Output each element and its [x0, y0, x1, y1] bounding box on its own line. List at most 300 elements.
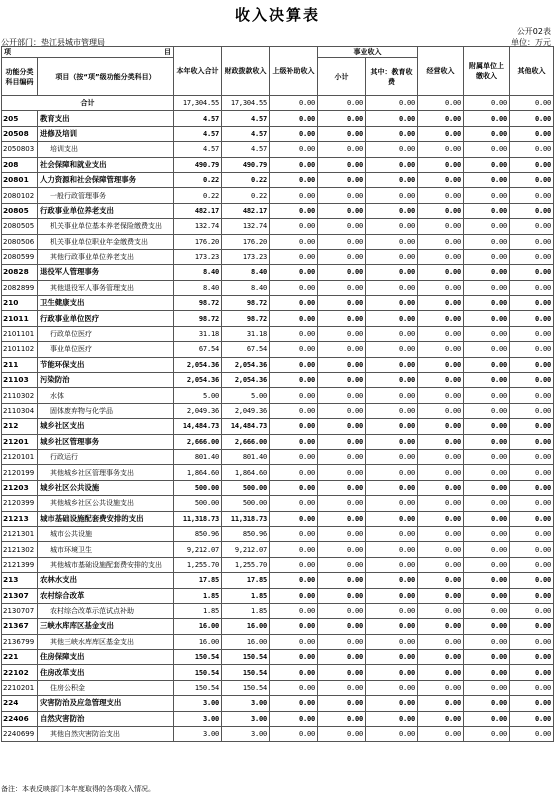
- cell-sup: 0.00: [270, 357, 318, 372]
- cell-sub: 0.00: [318, 219, 366, 234]
- unit-label: 单位：万元: [511, 38, 551, 47]
- cell-edu: 0.00: [366, 680, 418, 695]
- row-name: 机关事业单位基本养老保险缴费支出: [38, 219, 174, 234]
- cell-edu: 0.00: [366, 403, 418, 418]
- cell-fiscal: 150.54: [222, 680, 270, 695]
- cell-aff: 0.00: [464, 449, 510, 464]
- table-row: [2, 296, 554, 311]
- row-name: 水体: [38, 388, 174, 403]
- cell-edu: 0.00: [366, 511, 418, 526]
- cell-total: 150.54: [174, 665, 222, 680]
- cell-op: 0.00: [418, 680, 464, 695]
- cell-total: 8.40: [174, 280, 222, 295]
- cell-edu: 0.00: [366, 357, 418, 372]
- table-row: [2, 434, 554, 449]
- row-code: 2080599: [2, 249, 38, 264]
- cell-edu: 0.00: [366, 603, 418, 618]
- table-row: [2, 619, 554, 634]
- cell-oth: 0.00: [510, 434, 554, 449]
- footnote: 备注：本表反映部门本年度取得的各项收入情况。: [1, 785, 155, 793]
- row-code: 2240699: [2, 727, 38, 742]
- cell-aff: 0.00: [464, 619, 510, 634]
- cell-op: 0.00: [418, 111, 464, 126]
- cell-op: 0.00: [418, 311, 464, 326]
- cell-sup: 0.00: [270, 96, 318, 111]
- cell-edu: 0.00: [366, 480, 418, 495]
- cell-op: 0.00: [418, 296, 464, 311]
- cell-sub: 0.00: [318, 526, 366, 541]
- cell-sub: 0.00: [318, 142, 366, 157]
- cell-fiscal: 801.40: [222, 449, 270, 464]
- cell-op: 0.00: [418, 696, 464, 711]
- cell-total: 98.72: [174, 296, 222, 311]
- cell-aff: 0.00: [464, 665, 510, 680]
- cell-sup: 0.00: [270, 326, 318, 341]
- cell-sub: 0.00: [318, 434, 366, 449]
- cell-oth: 0.00: [510, 326, 554, 341]
- cell-sup: 0.00: [270, 203, 318, 218]
- cell-sup: 0.00: [270, 157, 318, 172]
- cell-edu: 0.00: [366, 650, 418, 665]
- cell-op: 0.00: [418, 542, 464, 557]
- cell-aff: 0.00: [464, 419, 510, 434]
- cell-edu: 0.00: [366, 696, 418, 711]
- row-name: 城市公共设施: [38, 526, 174, 541]
- cell-op: 0.00: [418, 172, 464, 187]
- table-row: [2, 172, 554, 187]
- cell-total: 3.00: [174, 711, 222, 726]
- row-code: 21307: [2, 588, 38, 603]
- cell-sub: 0.00: [318, 111, 366, 126]
- table-row: [2, 680, 554, 695]
- cell-total: 490.79: [174, 157, 222, 172]
- cell-sup: 0.00: [270, 373, 318, 388]
- cell-oth: 0.00: [510, 526, 554, 541]
- cell-sup: 0.00: [270, 557, 318, 572]
- row-name: 城乡社区公共设施: [38, 480, 174, 495]
- cell-fiscal: 3.00: [222, 727, 270, 742]
- cell-fiscal: 14,484.73: [222, 419, 270, 434]
- cell-fiscal: 17.85: [222, 573, 270, 588]
- cell-total: 1,255.70: [174, 557, 222, 572]
- cell-aff: 0.00: [464, 142, 510, 157]
- row-code: 221: [2, 650, 38, 665]
- cell-op: 0.00: [418, 357, 464, 372]
- row-code: 224: [2, 696, 38, 711]
- cell-fiscal: 11,318.73: [222, 511, 270, 526]
- cell-oth: 0.00: [510, 727, 554, 742]
- table-row: [2, 650, 554, 665]
- cell-total: 8.40: [174, 265, 222, 280]
- row-name: 行政单位医疗: [38, 326, 174, 341]
- table-row: [2, 280, 554, 295]
- cell-edu: 0.00: [366, 249, 418, 264]
- row-name: 城市环境卫生: [38, 542, 174, 557]
- row-code: 20508: [2, 126, 38, 141]
- row-code: 205: [2, 111, 38, 126]
- cell-sub: 0.00: [318, 588, 366, 603]
- row-name: 人力资源和社会保障管理事务: [38, 172, 174, 187]
- cell-aff: 0.00: [464, 265, 510, 280]
- cell-edu: 0.00: [366, 727, 418, 742]
- cell-op: 0.00: [418, 619, 464, 634]
- cell-total: 17.85: [174, 573, 222, 588]
- cell-fiscal: 2,054.36: [222, 357, 270, 372]
- cell-aff: 0.00: [464, 280, 510, 295]
- cell-sub: 0.00: [318, 496, 366, 511]
- cell-sup: 0.00: [270, 280, 318, 295]
- cell-oth: 0.00: [510, 696, 554, 711]
- row-name: 行政运行: [38, 449, 174, 464]
- cell-total: 2,666.00: [174, 434, 222, 449]
- cell-edu: 0.00: [366, 265, 418, 280]
- cell-fiscal: 67.54: [222, 342, 270, 357]
- cell-total: 11,318.73: [174, 511, 222, 526]
- cell-oth: 0.00: [510, 557, 554, 572]
- row-name: 城市基础设施配套费安排的支出: [38, 511, 174, 526]
- header-fiscal: 财政拨款收入: [222, 47, 270, 96]
- cell-total: 850.96: [174, 526, 222, 541]
- cell-sub: 0.00: [318, 280, 366, 295]
- cell-sup: 0.00: [270, 249, 318, 264]
- cell-sup: 0.00: [270, 142, 318, 157]
- cell-edu: 0.00: [366, 573, 418, 588]
- row-code: 21203: [2, 480, 38, 495]
- cell-fiscal: 3.00: [222, 696, 270, 711]
- row-name: 其他三峡水库库区基金支出: [38, 634, 174, 649]
- cell-op: 0.00: [418, 203, 464, 218]
- cell-sub: 0.00: [318, 665, 366, 680]
- cell-oth: 0.00: [510, 203, 554, 218]
- cell-sup: 0.00: [270, 711, 318, 726]
- row-code: 2121302: [2, 542, 38, 557]
- cell-sup: 0.00: [270, 526, 318, 541]
- row-code: 21213: [2, 511, 38, 526]
- table-row: [2, 249, 554, 264]
- cell-sup: 0.00: [270, 496, 318, 511]
- cell-total: 500.00: [174, 496, 222, 511]
- cell-aff: 0.00: [464, 96, 510, 111]
- cell-oth: 0.00: [510, 619, 554, 634]
- cell-aff: 0.00: [464, 603, 510, 618]
- cell-fiscal: 4.57: [222, 126, 270, 141]
- cell-oth: 0.00: [510, 665, 554, 680]
- cell-sub: 0.00: [318, 157, 366, 172]
- cell-oth: 0.00: [510, 96, 554, 111]
- cell-sub: 0.00: [318, 265, 366, 280]
- cell-sub: 0.00: [318, 234, 366, 249]
- cell-sup: 0.00: [270, 419, 318, 434]
- row-code: 22102: [2, 665, 38, 680]
- cell-total: 4.57: [174, 142, 222, 157]
- cell-sup: 0.00: [270, 696, 318, 711]
- table-row: [2, 496, 554, 511]
- cell-total: 17,304.55: [174, 96, 222, 111]
- header-superior: 上级补助收入: [270, 47, 318, 96]
- cell-fiscal: 98.72: [222, 296, 270, 311]
- cell-sup: 0.00: [270, 434, 318, 449]
- cell-op: 0.00: [418, 265, 464, 280]
- cell-fiscal: 17,304.55: [222, 96, 270, 111]
- cell-oth: 0.00: [510, 342, 554, 357]
- header-item2-label: 目: [164, 47, 171, 56]
- cell-sub: 0.00: [318, 126, 366, 141]
- header-business-group: 事业收入: [318, 47, 418, 58]
- row-name: 固体废弃物与化学品: [38, 403, 174, 418]
- row-code: 21367: [2, 619, 38, 634]
- row-code: 2120101: [2, 449, 38, 464]
- cell-oth: 0.00: [510, 265, 554, 280]
- cell-sub: 0.00: [318, 634, 366, 649]
- row-name: 其他城市基础设施配套费安排的支出: [38, 557, 174, 572]
- cell-oth: 0.00: [510, 249, 554, 264]
- cell-sub: 0.00: [318, 311, 366, 326]
- cell-op: 0.00: [418, 711, 464, 726]
- cell-oth: 0.00: [510, 234, 554, 249]
- row-code: 21103: [2, 373, 38, 388]
- table-row: [2, 219, 554, 234]
- cell-edu: 0.00: [366, 172, 418, 187]
- cell-sup: 0.00: [270, 342, 318, 357]
- cell-fiscal: 4.57: [222, 142, 270, 157]
- cell-sup: 0.00: [270, 665, 318, 680]
- header-subtotal: 小计: [318, 58, 366, 96]
- cell-sup: 0.00: [270, 172, 318, 187]
- row-code: 2120199: [2, 465, 38, 480]
- cell-edu: 0.00: [366, 388, 418, 403]
- row-name: 其他城乡社区管理事务支出: [38, 465, 174, 480]
- row-code: 2080505: [2, 219, 38, 234]
- cell-aff: 0.00: [464, 203, 510, 218]
- cell-total: 2,049.36: [174, 403, 222, 418]
- cell-edu: 0.00: [366, 203, 418, 218]
- cell-total: 4.57: [174, 126, 222, 141]
- cell-sup: 0.00: [270, 388, 318, 403]
- cell-sup: 0.00: [270, 126, 318, 141]
- cell-op: 0.00: [418, 373, 464, 388]
- cell-aff: 0.00: [464, 219, 510, 234]
- row-code: 213: [2, 573, 38, 588]
- cell-aff: 0.00: [464, 326, 510, 341]
- table-row: [2, 449, 554, 464]
- cell-total: 9,212.07: [174, 542, 222, 557]
- cell-edu: 0.00: [366, 96, 418, 111]
- total-row: [2, 96, 554, 111]
- cell-op: 0.00: [418, 403, 464, 418]
- cell-edu: 0.00: [366, 342, 418, 357]
- header-item-label: 项: [4, 47, 11, 56]
- cell-op: 0.00: [418, 326, 464, 341]
- cell-fiscal: 173.23: [222, 249, 270, 264]
- cell-sub: 0.00: [318, 388, 366, 403]
- cell-sup: 0.00: [270, 480, 318, 495]
- cell-fiscal: 16.00: [222, 619, 270, 634]
- cell-sup: 0.00: [270, 542, 318, 557]
- cell-op: 0.00: [418, 496, 464, 511]
- cell-oth: 0.00: [510, 126, 554, 141]
- cell-sub: 0.00: [318, 403, 366, 418]
- table-row: [2, 326, 554, 341]
- cell-edu: 0.00: [366, 311, 418, 326]
- department-label: 公开部门：垫江县城市管理局: [1, 38, 105, 47]
- cell-total: 3.00: [174, 696, 222, 711]
- row-name: 三峡水库库区基金支出: [38, 619, 174, 634]
- cell-sup: 0.00: [270, 234, 318, 249]
- cell-fiscal: 4.57: [222, 111, 270, 126]
- row-name: 其他自然灾害防治支出: [38, 727, 174, 742]
- cell-edu: 0.00: [366, 449, 418, 464]
- cell-op: 0.00: [418, 219, 464, 234]
- cell-op: 0.00: [418, 727, 464, 742]
- cell-fiscal: 1,255.70: [222, 557, 270, 572]
- table-row: [2, 419, 554, 434]
- cell-edu: 0.00: [366, 219, 418, 234]
- cell-fiscal: 1,864.60: [222, 465, 270, 480]
- cell-fiscal: 2,666.00: [222, 434, 270, 449]
- cell-edu: 0.00: [366, 542, 418, 557]
- cell-aff: 0.00: [464, 172, 510, 187]
- cell-sub: 0.00: [318, 727, 366, 742]
- row-code: 2082899: [2, 280, 38, 295]
- row-name: 住房改革支出: [38, 665, 174, 680]
- row-name: 农林水支出: [38, 573, 174, 588]
- cell-sub: 0.00: [318, 342, 366, 357]
- cell-aff: 0.00: [464, 480, 510, 495]
- table-row: [2, 388, 554, 403]
- cell-sub: 0.00: [318, 650, 366, 665]
- cell-fiscal: 500.00: [222, 480, 270, 495]
- cell-fiscal: 31.18: [222, 326, 270, 341]
- table-row: [2, 480, 554, 495]
- cell-oth: 0.00: [510, 111, 554, 126]
- cell-oth: 0.00: [510, 511, 554, 526]
- cell-sub: 0.00: [318, 326, 366, 341]
- cell-sup: 0.00: [270, 188, 318, 203]
- table-row: [2, 573, 554, 588]
- cell-aff: 0.00: [464, 357, 510, 372]
- header-total-income: 本年收入合计: [174, 47, 222, 96]
- cell-total: 0.22: [174, 188, 222, 203]
- header-other: 其他收入: [510, 47, 554, 96]
- cell-aff: 0.00: [464, 696, 510, 711]
- row-code: 2121399: [2, 557, 38, 572]
- cell-oth: 0.00: [510, 542, 554, 557]
- cell-sub: 0.00: [318, 172, 366, 187]
- cell-aff: 0.00: [464, 234, 510, 249]
- income-table: [1, 46, 554, 742]
- cell-total: 5.00: [174, 388, 222, 403]
- row-name: 退役军人管理事务: [38, 265, 174, 280]
- row-code: 2120399: [2, 496, 38, 511]
- cell-aff: 0.00: [464, 342, 510, 357]
- cell-sub: 0.00: [318, 357, 366, 372]
- cell-oth: 0.00: [510, 480, 554, 495]
- cell-oth: 0.00: [510, 711, 554, 726]
- cell-edu: 0.00: [366, 111, 418, 126]
- cell-total: 14,484.73: [174, 419, 222, 434]
- row-name: 行政事业单位养老支出: [38, 203, 174, 218]
- cell-edu: 0.00: [366, 557, 418, 572]
- row-name: 农村综合改革示范试点补助: [38, 603, 174, 618]
- cell-fiscal: 8.40: [222, 265, 270, 280]
- row-code: 20801: [2, 172, 38, 187]
- row-code: 2110302: [2, 388, 38, 403]
- row-name: 其他城乡社区公共设施支出: [38, 496, 174, 511]
- cell-sub: 0.00: [318, 465, 366, 480]
- table-row: [2, 588, 554, 603]
- cell-aff: 0.00: [464, 727, 510, 742]
- cell-aff: 0.00: [464, 157, 510, 172]
- table-row: [2, 665, 554, 680]
- cell-op: 0.00: [418, 603, 464, 618]
- cell-oth: 0.00: [510, 650, 554, 665]
- cell-edu: 0.00: [366, 588, 418, 603]
- row-code: 2101101: [2, 326, 38, 341]
- cell-total: 1.85: [174, 588, 222, 603]
- cell-op: 0.00: [418, 480, 464, 495]
- cell-oth: 0.00: [510, 296, 554, 311]
- cell-edu: 0.00: [366, 526, 418, 541]
- row-code: 20828: [2, 265, 38, 280]
- table-row: [2, 188, 554, 203]
- cell-op: 0.00: [418, 419, 464, 434]
- row-name: 污染防治: [38, 373, 174, 388]
- cell-sub: 0.00: [318, 480, 366, 495]
- cell-fiscal: 9,212.07: [222, 542, 270, 557]
- row-name: 城乡社区管理事务: [38, 434, 174, 449]
- header-affiliated: 附属单位上缴收入: [464, 47, 510, 96]
- cell-total: 1,864.60: [174, 465, 222, 480]
- cell-sub: 0.00: [318, 188, 366, 203]
- cell-op: 0.00: [418, 526, 464, 541]
- table-row: [2, 603, 554, 618]
- cell-sup: 0.00: [270, 511, 318, 526]
- cell-fiscal: 5.00: [222, 388, 270, 403]
- cell-aff: 0.00: [464, 573, 510, 588]
- cell-aff: 0.00: [464, 557, 510, 572]
- row-code: 2110304: [2, 403, 38, 418]
- cell-aff: 0.00: [464, 296, 510, 311]
- row-name: 事业单位医疗: [38, 342, 174, 357]
- cell-sup: 0.00: [270, 727, 318, 742]
- cell-sup: 0.00: [270, 680, 318, 695]
- row-code: 2050803: [2, 142, 38, 157]
- cell-sub: 0.00: [318, 711, 366, 726]
- cell-fiscal: 2,054.36: [222, 373, 270, 388]
- cell-op: 0.00: [418, 249, 464, 264]
- row-code: 2080506: [2, 234, 38, 249]
- total-label: 合计: [2, 96, 174, 111]
- row-name: 教育支出: [38, 111, 174, 126]
- table-row: [2, 403, 554, 418]
- cell-aff: 0.00: [464, 526, 510, 541]
- form-code: 公开02表: [516, 27, 551, 36]
- cell-total: 176.20: [174, 234, 222, 249]
- cell-edu: 0.00: [366, 296, 418, 311]
- row-name: 农村综合改革: [38, 588, 174, 603]
- cell-edu: 0.00: [366, 280, 418, 295]
- cell-sup: 0.00: [270, 619, 318, 634]
- cell-oth: 0.00: [510, 357, 554, 372]
- cell-fiscal: 98.72: [222, 311, 270, 326]
- cell-edu: 0.00: [366, 465, 418, 480]
- cell-op: 0.00: [418, 588, 464, 603]
- cell-oth: 0.00: [510, 465, 554, 480]
- cell-sup: 0.00: [270, 650, 318, 665]
- cell-fiscal: 0.22: [222, 172, 270, 187]
- cell-op: 0.00: [418, 142, 464, 157]
- cell-total: 2,054.36: [174, 357, 222, 372]
